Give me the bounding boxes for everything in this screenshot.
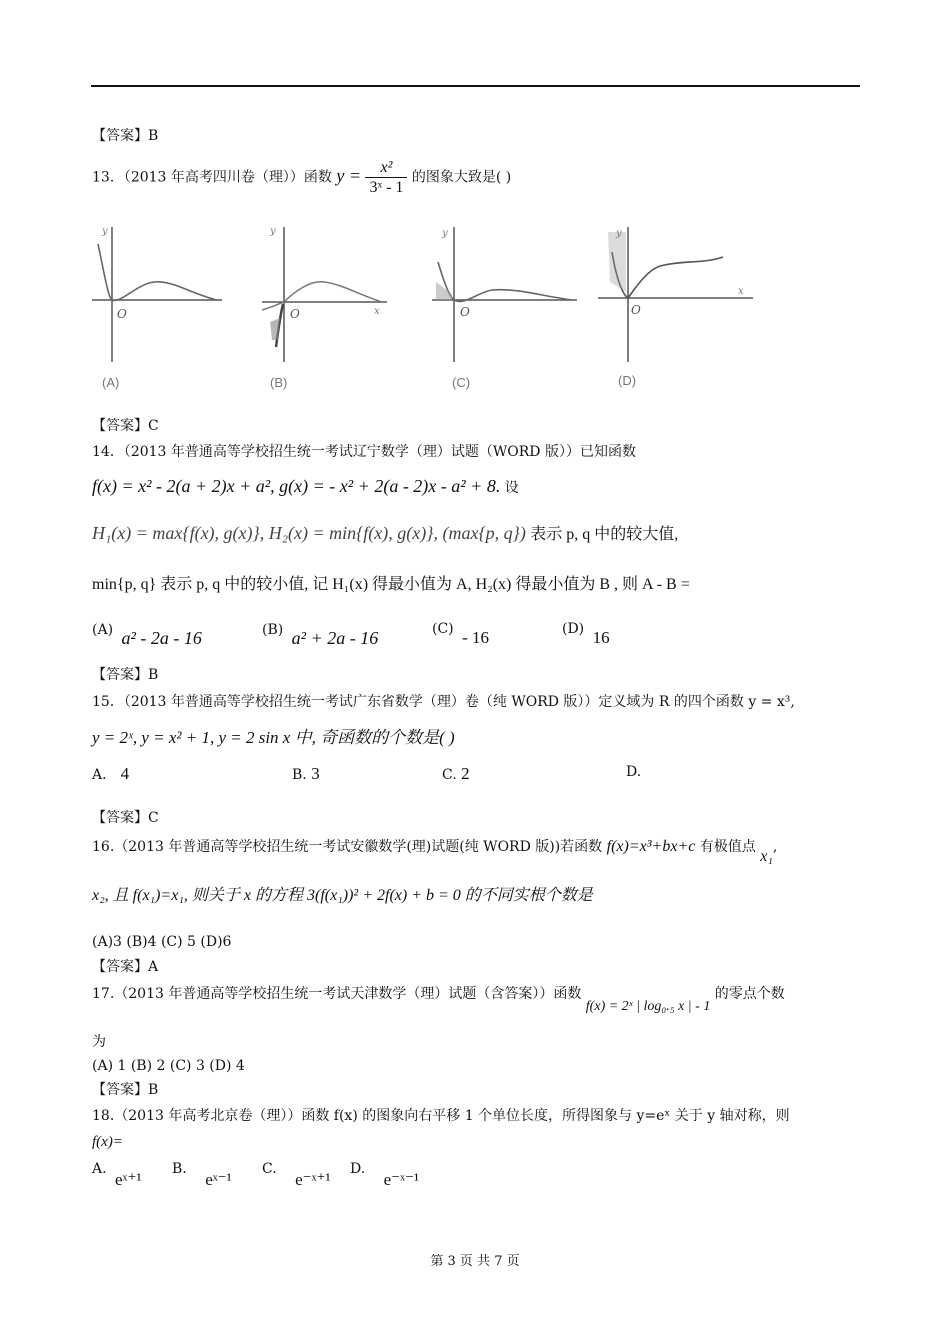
q14-line4 [92,575,690,594]
q18-line1: 18.（2013 年高考北京卷（理））函数 f(x) 的图象向右平移 1 个单位长度，所得图象与 y=eˣ 关于 y 轴对称，则 [92,1108,790,1124]
q14-line2 [92,476,519,498]
answer-q14: 【答案】B [92,667,159,683]
q17-line1-math: f(x) = 2ˣ | log₀.₅ x | - 1 [585,999,711,1014]
q15-option-d [626,764,641,781]
q16-line1-tail: 有极值点 [699,839,756,855]
q14-option-b-label: (B) [262,622,284,638]
q16-line2-text: x₂, 且 f(x₁)=x₁, 则关于 x 的方程 3(f(x₁))² + 2f(x) + b = 0 的不同实根个数是 [92,887,593,904]
q15-line2 [92,728,455,748]
q14-line3-math: H₁(x) = max{f(x), g(x)}, H₂(x) = min{f(x), g(x)}, (max{p, q}) [92,523,526,543]
q18-option-d-label: D. [350,1161,366,1177]
q14-option-c [432,618,490,647]
q15-option-d-label: D. [626,764,642,780]
q15-line1: 15．（2013 年普通高等学校招生统一考试广东省数学（理）卷（纯 WORD 版））定义域为 R 的四个函数 y = x³, [92,694,795,710]
q15-line2-text: y = 2ˣ, y = x² + 1, y = 2 sin x 中, 奇函数的个数是( ) [92,728,455,747]
q18-line2 [92,1133,123,1151]
q17-line1-tail: 的零点个数 [714,986,785,1002]
q14-option-c-label: (C) [432,621,454,637]
q17-line1 [92,986,785,1014]
graph-a-origin: O [117,307,127,321]
answer-q17: 【答案】B [92,1082,159,1098]
q15-option-b-label: B. [292,767,307,783]
q16-line1-x1: x₁ [760,848,773,865]
q17-options: (A) 1 (B) 2 (C) 3 (D) 4 [92,1058,245,1074]
q15-option-b [292,764,320,784]
q13-fraction [365,158,407,197]
q14-line3-text: 表示 p, q 中的较大值, [530,526,679,543]
q18-option-b [172,1158,232,1189]
q16-line1 [92,837,778,865]
answer-q16: 【答案】A [92,959,159,975]
q18-option-a [92,1158,142,1189]
q14-option-d-label: (D) [562,621,585,637]
graph-a-y-label: y [102,226,108,237]
q18-option-b-value: eˣ⁻¹ [205,1170,232,1189]
graph-c [432,222,582,367]
page-footer: 第 3 页 共 7 页 [430,1254,520,1269]
graph-c-y-label: y [442,228,448,239]
q13-numerator: x² [365,158,407,178]
q14-option-a [92,618,202,648]
q13-func-lhs: y = [336,165,361,186]
q14-option-d-value: 16 [592,628,610,647]
q14-line3 [92,523,678,545]
q18-option-a-value: eˣ⁺¹ [115,1170,142,1189]
q16-line1-comma: , [772,839,778,855]
q14-line2-suffix: 设 [504,480,519,496]
q18-option-c [262,1158,331,1189]
graph-b-x-label: x [374,306,380,317]
q14-option-c-value: - 16 [462,628,490,647]
q13-stem-prefix: 13．（2013 年高考四川卷（理））函数 [92,169,332,186]
q18-option-d [350,1158,420,1189]
graph-d-label: (D) [618,373,637,388]
q15-option-a-value: 4 [120,764,130,783]
q18-option-d-value: e⁻ˣ⁻¹ [383,1170,420,1189]
graph-a-label: (A) [102,375,120,390]
q15-option-b-value: 3 [311,764,320,783]
graph-d-x-label: x [738,286,744,297]
q18-option-c-label: C. [262,1161,277,1177]
q18-line2-text: f(x)= [92,1134,123,1150]
answer-q15: 【答案】C [92,810,159,826]
q13-stem [92,158,511,197]
q14-option-a-label: (A) [92,622,114,638]
q15-option-c-value: 2 [461,764,470,783]
graph-b-y-label: y [270,226,276,237]
q15-option-a [92,764,129,784]
q15-option-c [442,764,470,784]
q13-stem-suffix: 的图象大致是( ) [411,169,512,186]
q15-option-c-label: C. [442,767,457,783]
graph-b [262,222,402,367]
q14-line2-math: f(x) = x² - 2(a + 2)x + a², g(x) = - x² + 2(a - 2)x - a² + 8. [92,476,501,496]
q16-options: (A)3 (B)4 (C) 5 (D)6 [92,934,232,950]
q14-option-b-value: a² + 2a - 16 [291,628,379,648]
q14-stem: 14．（2013 年普通高等学校招生统一考试辽宁数学（理）试题（WORD 版））已知函数 [92,444,636,460]
graph-b-label: (B) [270,375,288,390]
q14-option-b [262,618,379,648]
answer-q13: 【答案】C [92,418,159,434]
q16-line2 [92,886,593,905]
graph-d [598,222,758,367]
q18-option-b-label: B. [172,1161,187,1177]
q17-line1-text: 17.（2013 年普通高等学校招生统一考试天津数学（理）试题（含答案））函数 [92,986,582,1002]
graph-b-origin: O [290,307,300,321]
graph-c-origin: O [460,305,470,319]
graph-d-origin: O [631,303,641,317]
q14-option-d [562,618,610,647]
q18-option-a-label: A. [92,1161,107,1177]
q14-line4-text: min{p, q} 表示 p, q 中的较小值, 记 H₁(x) 得最小值为 A, H₂(x) 得最小值为 B , 则 A - B = [92,576,690,593]
q14-option-a-value: a² - 2a - 16 [121,628,202,648]
q16-line1-text: 16.（2013 年普通高等学校招生统一考试安徽数学(理)试题(纯 WORD 版))若函数 [92,839,603,855]
q15-option-a-label: A． [92,767,117,783]
q13-denominator: 3ˣ - 1 [369,179,404,197]
q17-line2: 为 [92,1034,106,1050]
q16-line1-math: f(x)=x³+bx+c [606,838,696,855]
answer-q12: 【答案】B [92,128,159,144]
graph-c-label: (C) [452,375,471,390]
q18-option-c-value: e⁻ˣ⁺¹ [295,1170,331,1189]
header-rule [91,85,860,87]
graph-a [92,222,232,367]
graph-d-y-label: y [616,228,622,239]
